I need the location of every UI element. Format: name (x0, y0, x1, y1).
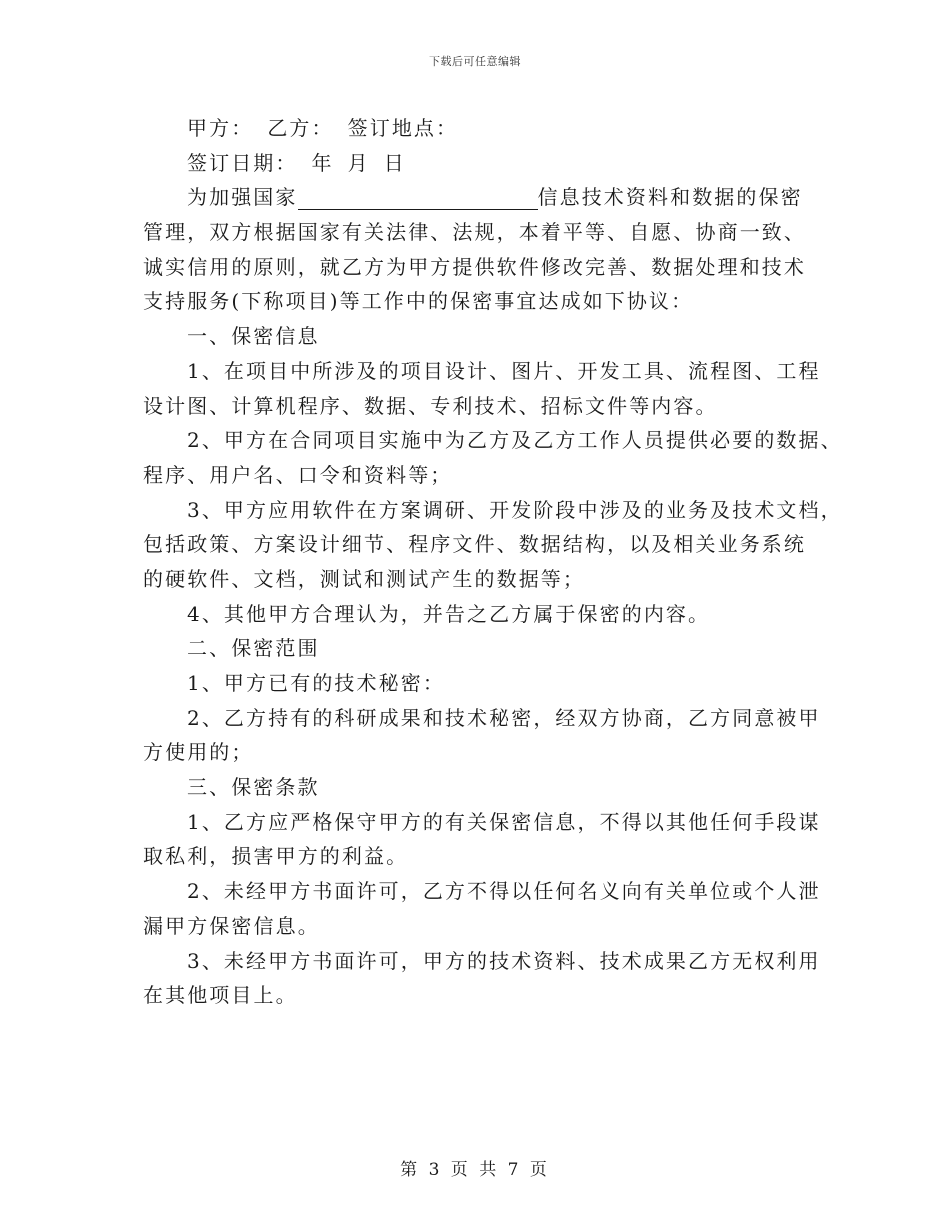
section-1-item-3-line-1: 3、甲方应用软件在方案调研、开发阶段中涉及的业务及技术文档， (187, 497, 843, 522)
section-1-item-2-line-1: 2、甲方在合同项目实施中为乙方及乙方工作人员提供必要的数据、 (187, 428, 843, 453)
section-1-heading: 一、保密信息 (187, 324, 320, 349)
section-3-heading: 三、保密条款 (187, 775, 320, 800)
party-a-label: 甲方： (187, 116, 254, 140)
section-3-item-3-line-2: 在其他项目上。 (143, 983, 298, 1008)
header-note: 下载后可任意编辑 (429, 55, 521, 68)
intro-line-2: 管理，双方根据国家有关法律、法规，本着平等、自愿、协商一致、 (143, 220, 806, 245)
section-3-item-1-line-2: 取私利，损害甲方的利益。 (143, 844, 409, 869)
year-label: 年 (311, 150, 334, 175)
section-1-item-3-line-3: 的硬软件、文档，测试和测试产生的数据等； (143, 566, 585, 591)
page-number-footer: 第 3 页 共 7 页 (400, 1160, 550, 1180)
section-3-item-2-line-2: 漏甲方保密信息。 (143, 913, 320, 938)
section-1-item-1-line-2: 设计图、计算机程序、数据、专利技术、招标文件等内容。 (143, 393, 718, 418)
day-label: 日 (383, 150, 406, 175)
date-line (143, 146, 813, 181)
section-2-item-1-line-1: 1、甲方已有的技术秘密： (187, 671, 445, 695)
section-1-item-3-line-2: 包括政策、方案设计细节、程序文件、数据结构，以及相关业务系统 (143, 532, 806, 557)
intro-line-4: 支持服务(下称项目)等工作中的保密事宜达成如下协议： (143, 289, 694, 314)
intro-suffix: 信息技术资料和数据的保密 (537, 185, 803, 210)
document-body (143, 111, 843, 1013)
signing-date-label: 签订日期： (187, 150, 298, 175)
signing-place-label: 签订地点： (347, 116, 459, 140)
blank-fill-line (298, 185, 538, 210)
section-3-item-2-line-1: 2、未经甲方书面许可，乙方不得以任何名义向有关单位或个人泄 (187, 879, 821, 904)
section-3-item-1-line-1: 1、乙方应严格保守甲方的有关保密信息，不得以其他任何手段谋 (187, 809, 821, 834)
section-1-item-4-line-1: 4、其他甲方合理认为，并告之乙方属于保密的内容。 (187, 601, 711, 626)
parties-line (143, 111, 813, 146)
section-1-item-2-line-2: 程序、用户名、口令和资料等； (143, 462, 453, 487)
intro-line-1 (143, 180, 813, 215)
party-b-label: 乙方： (267, 116, 334, 140)
section-2-heading: 二、保密范围 (187, 636, 320, 661)
section-2-item-2-line-1: 2、乙方持有的科研成果和技术秘密，经双方协商，乙方同意被甲 (187, 705, 821, 730)
section-1-item-1-line-1: 1、在项目中所涉及的项目设计、图片、开发工具、流程图、工程 (187, 358, 821, 383)
section-2-item-2-line-2: 方使用的； (143, 740, 254, 765)
section-3-item-3-line-1: 3、未经甲方书面许可，甲方的技术资料、技术成果乙方无权利用 (187, 948, 821, 973)
intro-line-3: 诚实信用的原则，就乙方为甲方提供软件修改完善、数据处理和技术 (143, 254, 806, 279)
month-label: 月 (347, 150, 370, 175)
intro-prefix: 为加强国家 (187, 185, 298, 210)
